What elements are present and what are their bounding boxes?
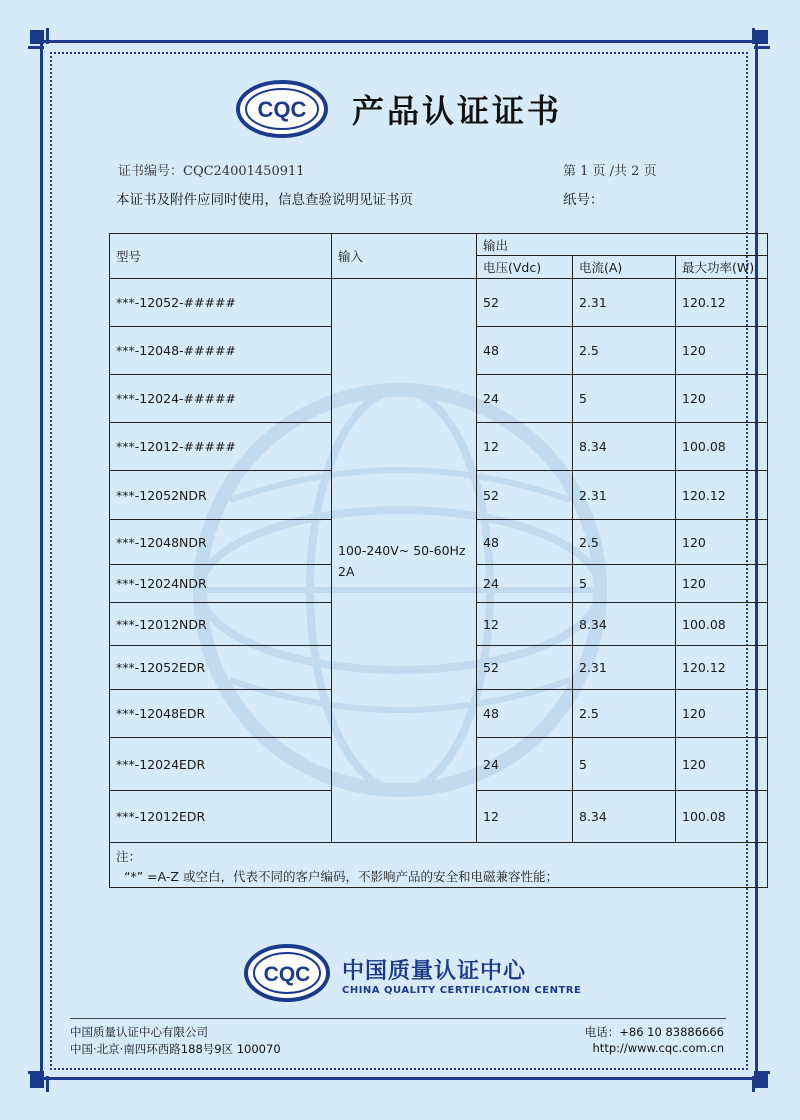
organization-name-en: CHINA QUALITY CERTIFICATION CENTRE <box>342 985 582 996</box>
current-cell: 5 <box>573 375 676 423</box>
corner-line <box>752 1076 755 1092</box>
usage-note: 本证书及附件应同时使用，信息查验说明见证书页 <box>116 192 413 208</box>
power-cell: 120 <box>676 738 768 791</box>
power-cell: 120 <box>676 565 768 603</box>
power-cell: 120 <box>676 520 768 565</box>
power-cell: 100.08 <box>676 423 768 471</box>
model-cell: ***-12052NDR <box>110 471 332 520</box>
current-cell: 2.5 <box>573 327 676 375</box>
voltage-cell: 12 <box>477 791 573 843</box>
column-header-model: 型号 <box>110 234 332 279</box>
note-label: 注： <box>116 849 142 864</box>
voltage-cell: 12 <box>477 423 573 471</box>
model-cell: ***-12024NDR <box>110 565 332 603</box>
current-cell: 2.5 <box>573 690 676 738</box>
website-link[interactable]: http://www.cqc.com.cn <box>592 1041 724 1055</box>
note-row <box>110 843 768 888</box>
column-header-voltage: 电压(Vdc) <box>477 256 573 279</box>
voltage-cell: 52 <box>477 471 573 520</box>
corner-line <box>28 46 44 49</box>
paper-number-label: 纸号： <box>563 192 604 208</box>
power-cell: 120.12 <box>676 279 768 327</box>
current-cell: 2.5 <box>573 520 676 565</box>
note-text: “*” =A-Z 或空白，代表不同的客户编码，不影响产品的安全和电磁兼容性能； <box>124 869 558 884</box>
model-cell: ***-12024EDR <box>110 738 332 791</box>
corner-ornament-top-right <box>754 30 768 44</box>
product-spec-table <box>109 233 768 888</box>
company-name: 中国质量认证中心有限公司 <box>70 1025 208 1039</box>
certificate-number: 证书编号：CQC24001450911 <box>118 164 305 179</box>
power-cell: 100.08 <box>676 603 768 646</box>
power-cell: 120 <box>676 690 768 738</box>
voltage-cell: 24 <box>477 565 573 603</box>
model-cell: ***-12012NDR <box>110 603 332 646</box>
column-header-output: 输出 <box>477 234 768 256</box>
power-cell: 120.12 <box>676 646 768 690</box>
power-cell: 100.08 <box>676 791 768 843</box>
power-cell: 120 <box>676 327 768 375</box>
cqc-logo <box>236 80 328 138</box>
model-cell: ***-12012-##### <box>110 423 332 471</box>
voltage-cell: 48 <box>477 520 573 565</box>
corner-line <box>752 28 755 44</box>
column-header-current: 电流(A) <box>573 256 676 279</box>
voltage-cell: 52 <box>477 279 573 327</box>
voltage-cell: 24 <box>477 738 573 791</box>
model-cell: ***-12048NDR <box>110 520 332 565</box>
power-cell: 120 <box>676 375 768 423</box>
current-cell: 5 <box>573 738 676 791</box>
current-cell: 5 <box>573 565 676 603</box>
voltage-cell: 48 <box>477 327 573 375</box>
model-cell: ***-12048-##### <box>110 327 332 375</box>
table-row <box>110 279 768 327</box>
voltage-cell: 52 <box>477 646 573 690</box>
current-cell: 8.34 <box>573 423 676 471</box>
model-cell: ***-12052-##### <box>110 279 332 327</box>
note-cell <box>110 843 768 888</box>
current-cell: 8.34 <box>573 603 676 646</box>
current-cell: 2.31 <box>573 471 676 520</box>
page-indicator: 第 1 页 /共 2 页 <box>563 164 657 179</box>
corner-line <box>754 1071 770 1074</box>
current-cell: 2.31 <box>573 646 676 690</box>
svg-text:CQC: CQC <box>257 97 307 122</box>
corner-ornament-bottom-left <box>30 1074 44 1088</box>
organization-name-cn: 中国质量认证中心 <box>342 959 527 984</box>
model-cell: ***-12048EDR <box>110 690 332 738</box>
input-spec-cell: 100-240V~ 50-60Hz 2A <box>332 279 477 843</box>
corner-ornament-bottom-right <box>754 1074 768 1088</box>
corner-line <box>754 46 770 49</box>
company-address: 中国·北京·南四环西路188号9区 100070 <box>70 1042 281 1056</box>
current-cell: 8.34 <box>573 791 676 843</box>
certificate-title: 产品认证证书 <box>352 92 563 130</box>
footer-divider <box>70 1018 726 1019</box>
cqc-footer-logo <box>244 944 330 1002</box>
corner-line <box>46 28 49 44</box>
model-cell: ***-12012EDR <box>110 791 332 843</box>
column-header-power: 最大功率(W) <box>676 256 768 279</box>
current-cell: 2.31 <box>573 279 676 327</box>
power-cell: 120.12 <box>676 471 768 520</box>
model-cell: ***-12024-##### <box>110 375 332 423</box>
corner-line <box>46 1076 49 1092</box>
voltage-cell: 24 <box>477 375 573 423</box>
phone-number: 电话：+86 10 83886666 <box>584 1025 724 1039</box>
model-cell: ***-12052EDR <box>110 646 332 690</box>
svg-text:CQC: CQC <box>263 963 311 986</box>
voltage-cell: 48 <box>477 690 573 738</box>
corner-line <box>28 1071 44 1074</box>
corner-ornament-top-left <box>30 30 44 44</box>
voltage-cell: 12 <box>477 603 573 646</box>
column-header-input: 输入 <box>332 234 477 279</box>
